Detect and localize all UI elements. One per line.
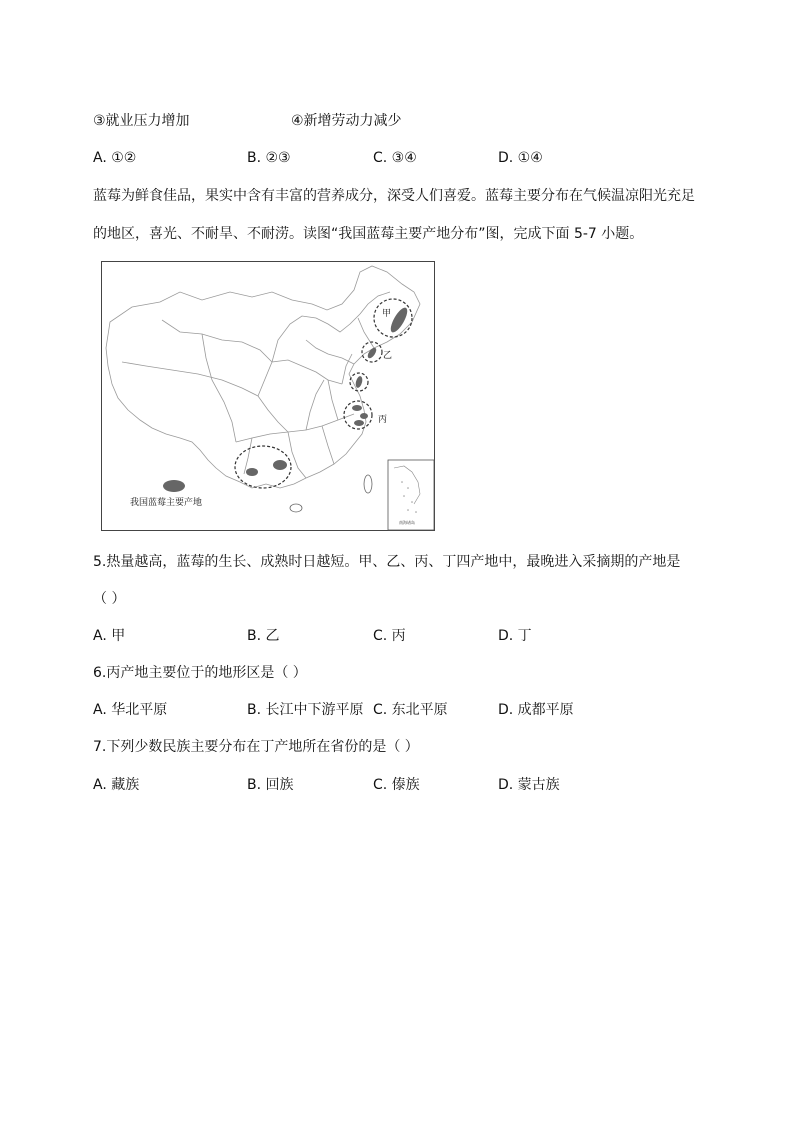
q7-option-b: B. 回族 bbox=[247, 777, 294, 793]
region-middle-area bbox=[355, 375, 364, 388]
taiwan-outline bbox=[364, 475, 372, 493]
region-jia-area bbox=[388, 305, 411, 334]
label-bing: 丙 bbox=[378, 415, 388, 425]
intro-option-d: D. ①④ bbox=[498, 150, 543, 166]
q7-option-d: D. 蒙古族 bbox=[498, 777, 560, 793]
region-bing-area-2 bbox=[360, 413, 368, 419]
q5-option-b: B. 乙 bbox=[247, 628, 280, 644]
intro-option-c: C. ③④ bbox=[373, 150, 417, 166]
label-yi: 乙 bbox=[383, 351, 393, 361]
china-outline bbox=[106, 266, 420, 488]
q6-stem: 6.丙产地主要位于的地形区是（ ） bbox=[93, 665, 307, 681]
q6-option-c: C. 东北平原 bbox=[373, 702, 448, 718]
region-bing-area-1 bbox=[352, 405, 362, 411]
label-jia: 甲 bbox=[382, 309, 392, 319]
intro-option-a: A. ①② bbox=[93, 150, 137, 166]
q7-option-c: C. 傣族 bbox=[373, 777, 420, 793]
item-4: ④新增劳动力减少 bbox=[291, 113, 402, 129]
hainan-outline bbox=[290, 504, 302, 512]
q5-paren: （ ） bbox=[93, 591, 126, 607]
q7-option-a: A. 藏族 bbox=[93, 777, 140, 793]
q6-option-d: D. 成都平原 bbox=[498, 702, 574, 718]
q6-option-b: B. 长江中下游平原 bbox=[247, 702, 364, 718]
legend-label: 我国蓝莓主要产地 bbox=[130, 498, 203, 508]
region-yi-area bbox=[366, 346, 378, 359]
q5-option-c: C. 丙 bbox=[373, 628, 406, 644]
region-bing-area-3 bbox=[354, 420, 364, 426]
item-3: ③就业压力增加 bbox=[93, 113, 190, 129]
legend-swatch bbox=[163, 480, 185, 492]
passage-line-1: 蓝莓为鲜食佳品，果实中含有丰富的营养成分，深受人们喜爱。蓝莓主要分布在气候温凉阳光充足 bbox=[93, 188, 695, 204]
region-ding-area-1 bbox=[246, 468, 258, 476]
q6-option-a: A. 华北平原 bbox=[93, 702, 168, 718]
region-ding-area-2 bbox=[273, 460, 287, 470]
inset-label: 南海诸岛 bbox=[399, 520, 415, 525]
production-regions bbox=[235, 299, 412, 488]
q7-stem: 7.下列少数民族主要分布在丁产地所在省份的是（ ） bbox=[93, 739, 419, 755]
passage-line-2: 的地区，喜光、不耐旱、不耐涝。读图“我国蓝莓主要产地分布”图，完成下面 5-7 小题。 bbox=[93, 226, 644, 242]
china-map-svg bbox=[102, 262, 436, 532]
q5-stem: 5.热量越高，蓝莓的生长、成熟时日越短。甲、乙、丙、丁四产地中，最晚进入采摘期的产地是 bbox=[93, 554, 681, 570]
intro-option-b: B. ②③ bbox=[247, 150, 291, 166]
q5-option-d: D. 丁 bbox=[498, 628, 532, 644]
q5-option-a: A. 甲 bbox=[93, 628, 126, 644]
blueberry-map bbox=[101, 261, 435, 531]
